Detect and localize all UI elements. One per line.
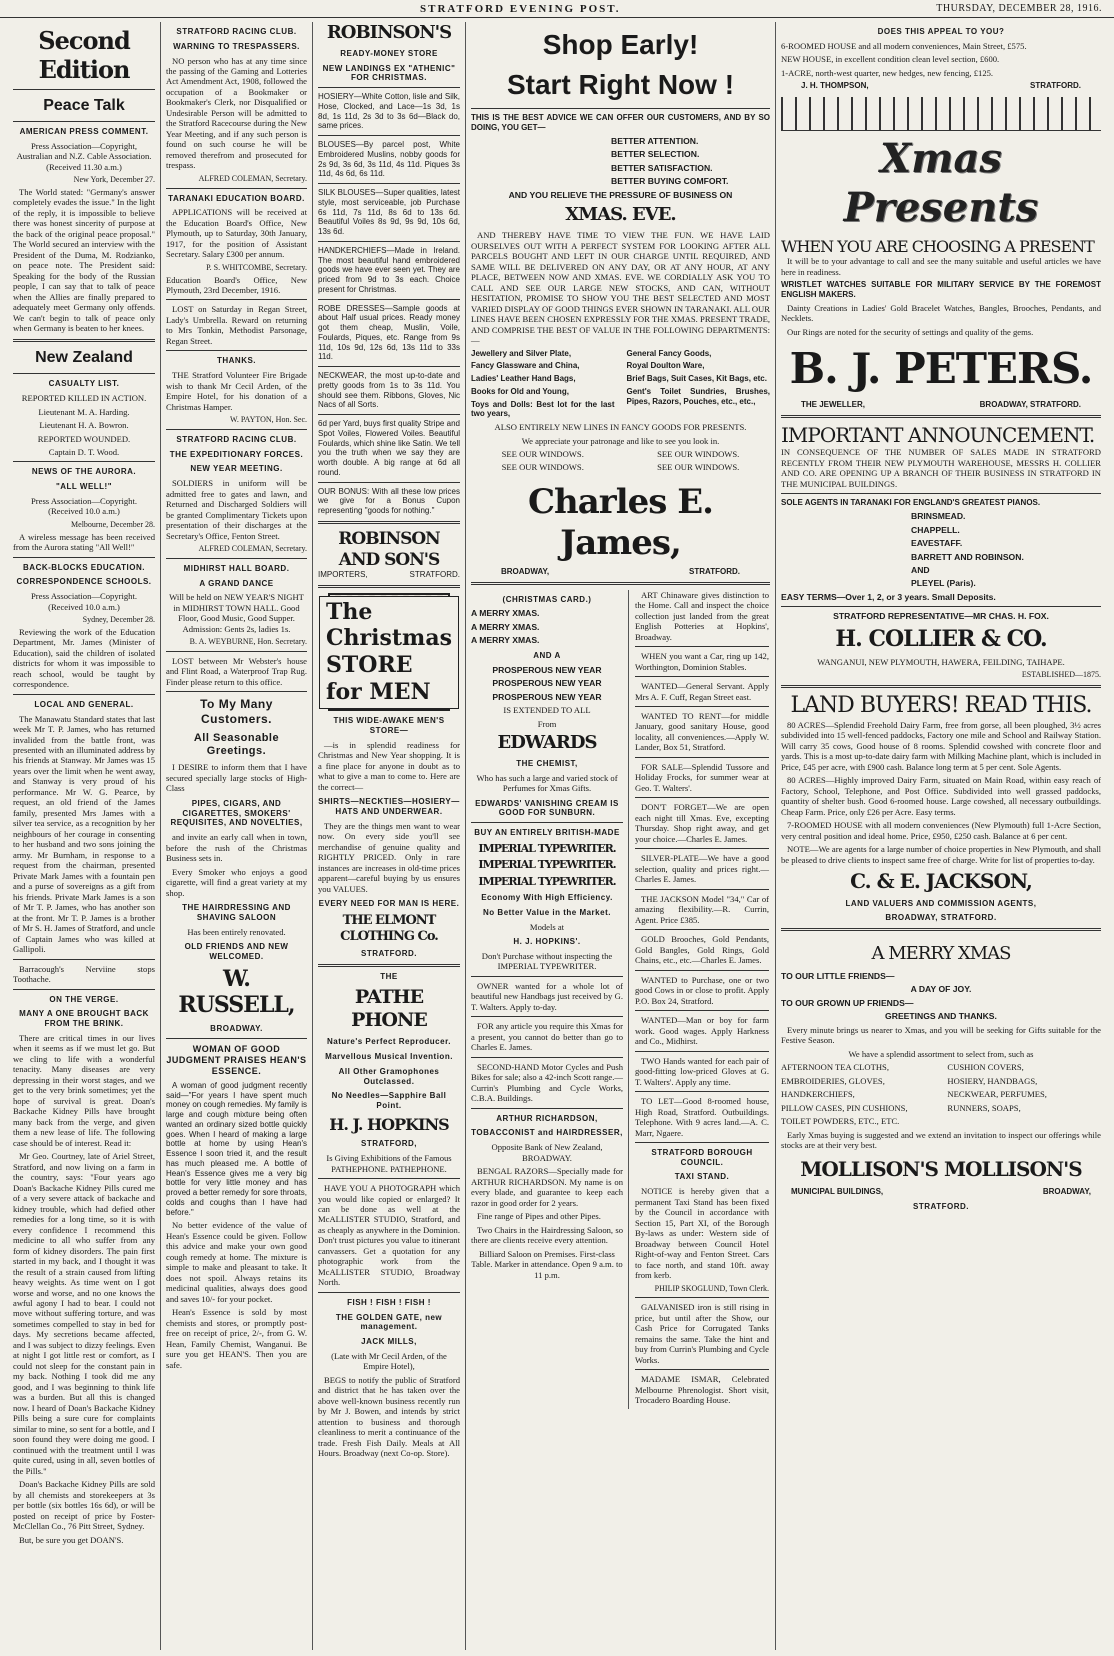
thompson-name: J. H. THOMPSON, bbox=[801, 81, 869, 91]
american-heading: AMERICAN PRESS COMMENT. bbox=[19, 127, 149, 137]
corresp-credit: Press Association—Copyright. (Received 10.0 a.m.) bbox=[31, 591, 137, 612]
appeal-heading: DOES THIS APPEAL TO YOU? bbox=[877, 27, 1005, 36]
early-text: Early Xmas buying is suggested and we extend an invitation to inspect our offerings while stocks are at their very best. bbox=[781, 1129, 1101, 1151]
windows-text: SEE OUR WINDOWS. bbox=[501, 448, 584, 459]
gold-ad: GOLD Brooches, Gold Pendants, Gold Bangles, Gold Rings, Gold Chains, etc., etc.—Charles E. James. bbox=[635, 934, 769, 966]
chemist-text: THE CHEMIST, bbox=[516, 758, 578, 768]
models-text: Models at bbox=[529, 921, 565, 932]
hopkins-models: H. J. HOPKINS'. bbox=[513, 937, 581, 947]
pathe-line: Marvellous Musical Invention. bbox=[325, 1052, 453, 1062]
edition-heading: Second Edition bbox=[38, 26, 130, 85]
trespass-body: NO person who has at any time since the passing of the Gaming and Lotteries Act Amendment Act, 1908, followed the occupation of a Bookmaker or Bookmaker's Clerk, nor Disqualified or Undesirable Person will be admitted to the Stratford Racecourse during the New Year Meeting, and if any such person is found on such course he will be removed therefrom and prosecuted for trespass. bbox=[166, 55, 307, 171]
awake-heading: THIS WIDE-AWAKE MEN'S STORE— bbox=[333, 716, 445, 735]
blouses-item: BLOUSES—By parcel post, White Embroidered Muslins, nobby goods for 2s 9d, 3s 6d, 3s 11d, 4s 11d. Piques 3s 11d, 4s 6d, 6s 11d. bbox=[318, 140, 460, 179]
british-heading: BUY AN ENTIRELY BRITISH-MADE bbox=[474, 828, 620, 838]
woman-body-3: Hean's Essence is sold by most chemists and stores, or promptly post-free on receipt of price, 2/-, from G. W. Hean, Family Chemist, Wanganui. Be sure you get HEAN'S. Then you are safe. bbox=[166, 1307, 307, 1370]
gift-item: PILLOW CASES, PIN CUSHIONS, bbox=[781, 1102, 908, 1113]
jackson-ad: THE JACKSON Model "34," Car of amazing flexibility.—R. Currin, Agent. Price £385. bbox=[635, 893, 769, 925]
land-item: NOTE—We are agents for a large number of choice properties in New Plymouth, and shall be pleased to drive clients to inspect same free of charge. Write for list of properties to-day. bbox=[781, 844, 1101, 865]
elmont-town: STRATFORD. bbox=[361, 949, 417, 959]
dance-sig: B. A. WEYBURNE, Hon. Secretary. bbox=[189, 637, 307, 647]
dept-item: General Fancy Goods, bbox=[626, 348, 712, 358]
thanks-sig: W. PAYTON, Hon. Sec. bbox=[230, 415, 307, 425]
sixd-item: 6d per Yard, buys first quality Stripe and Spot Voiles, Flowered Voiles. Beautiful Foulards, which shine like Satin. We tell you the truth when we say they are worth double. A big range at 6d all round. bbox=[318, 419, 460, 477]
new-lines-text: ALSO ENTIRELY NEW LINES IN FANCY GOODS FOR PRESENTS. bbox=[494, 422, 747, 433]
forces-sig: ALFRED COLEMAN, Secretary. bbox=[198, 544, 307, 553]
woman-body-2: No better evidence of the value of Hean's Essence could be given. Follow this advice and make your own good cough remedy at home. The mixture is simple to make and pleasant to take. It does not spoil. Always retains its medicinal qualities, always does good and saves 10/- for your pocket. bbox=[166, 1220, 307, 1304]
xmas-presents-heading: Xmas Presents bbox=[843, 134, 1039, 231]
pipes-text: PIPES, CIGARS, AND CIGARETTES, SMOKERS' REQUISITES, AND NOVELTIES, bbox=[170, 798, 303, 828]
midhirst-heading: MIDHIRST HALL BOARD. bbox=[183, 563, 290, 573]
verge-body: Doan's Backache Kidney Pills are sold by all chemists and storekeepers at 3s per bottle (six bottles 16s 6d), or will be posted on receipt of price by Foster-McClellan Co., 76 Pitt Street, Sydney. bbox=[13, 1479, 155, 1532]
forces-body: SOLDIERS in uniform will be admitted free to gates and lawn, and Returned and Discharged Soldiers will be granted Complimentary Tickets upon presentation of their discharges at the Secretary's Office, Fenton Street. bbox=[166, 478, 307, 541]
imperial-typewriter: IMPERIAL TYPEWRITER. bbox=[478, 841, 616, 855]
gift-item: NECKWEAR, PERFUMES, bbox=[947, 1089, 1047, 1100]
relieve-text: AND YOU RELIEVE THE PRESSURE OF BUSINESS ON bbox=[508, 189, 733, 200]
photo-ad: HAVE YOU A PHOTOGRAPH which you would like copied or enlarged? It can be done as well at the McALLISTER STUDIO, Stratford, and as cheaply as anywhere in the Dominion. Don't trust pictures you value to itinerant canvassers. Get a quotation for any photographic work from the McALLISTER STUDIO, Broadway North. bbox=[318, 1183, 460, 1288]
issue-date: THURSDAY, DECEMBER 28, 1916. bbox=[936, 3, 1102, 14]
wristlet-text: WRISTLET WATCHES SUITABLE FOR MILITARY SERVICE BY THE FOREMOST ENGLISH MAKERS. bbox=[781, 280, 1101, 299]
dainty-text: Dainty Creations in Ladies' Gold Bracelet Watches, Bangles, Brooches, Pendants, and Necklets. bbox=[781, 302, 1101, 324]
jack-sub: (Late with Mr Cecil Arden, of the Empire Hotel), bbox=[331, 1350, 447, 1372]
friends-text: OLD FRIENDS AND NEW WELCOMED. bbox=[184, 942, 289, 961]
customers-heading: To My Many Customers. bbox=[200, 697, 273, 727]
land-item: 80 ACRES—Splendid Freehold Dairy Farm, free from gorse, all been ploughed, 3½ acres subdivided into 15 well-fenced paddocks, Factory one mile and School and Railway Station. Will carry 35 cows, Good house of 8 rooms. Splendid cowshed with concrete floor and yards. This is a most up-to-date dairy farm with Milking Machine plant, which is included in Price, £45 per acre, with £900 cash. Balance long term at 5 per cent. Sole Agents. bbox=[781, 719, 1101, 772]
edwards-name: EDWARDS bbox=[497, 732, 597, 754]
mollison-address: BROADWAY, bbox=[1042, 1187, 1091, 1197]
galv-ad: GALVANISED iron is still rising in price, but until after the Show, our Cash Price for Corrugated Tanks remains the same. Take the hint and buy from Currin's Plumbing and Cycle Works. bbox=[635, 1302, 769, 1365]
cejackson-name: C. & E. JACKSON, bbox=[850, 869, 1032, 894]
thanks-heading: THANKS. bbox=[216, 356, 257, 366]
prosper-line: PROSPEROUS NEW YEAR bbox=[492, 664, 602, 675]
pathe-line: All Other Gramophones Outclassed. bbox=[338, 1066, 440, 1086]
invite-text: and invite an early call when in town, before the rush of the Christmas Business sets in. bbox=[166, 832, 307, 864]
mollison-town: STRATFORD. bbox=[913, 1201, 969, 1211]
forces-heading: THE EXPEDITIONARY FORCES. bbox=[169, 449, 304, 459]
little-friends: TO OUR LITTLE FRIENDS— bbox=[781, 970, 895, 981]
fish-heading: FISH ! FISH ! FISH ! bbox=[347, 1297, 431, 1307]
elmont-name: THE ELMONT CLOTHING Co. bbox=[340, 912, 438, 944]
james-town: STRATFORD. bbox=[689, 566, 740, 576]
trespass-sig: ALFRED COLEMAN, Secretary. bbox=[198, 173, 307, 183]
robe-item: ROBE DRESSES—Sample goods at about Half usual prices. Ready money got them cheap, Muslin, Voile, Foulards, Piques, etc. Range from 9s 11d, 10s 9d, 12s 6d, 13s 11d to 33s 11d. bbox=[318, 303, 460, 362]
merry-line: A MERRY XMAS. bbox=[471, 608, 540, 619]
robinson-sub: READY-MONEY STORE bbox=[340, 48, 438, 58]
better-item: BETTER BUYING COMFORT. bbox=[611, 176, 729, 187]
american-body: The World stated: "Germany's answer completely evades the issue." In the light of the reply, it is impossible to believe there was honest sincerity of purpose at the back of the original peace proposal." The World secured an interview with the President of the Duma, M. Rodzianko, on peace note. The President said: Speaking for the body of the Russian people, I can say that to talk of peace when the Allies are finally prepared to adequately meet Germany only offends. We can't begin to talk of peace only when Germany is beaten to her knees. bbox=[13, 187, 155, 334]
jeweller-text: THE JEWELLER, bbox=[801, 400, 866, 410]
casualty-line: Lieutenant M. A. Harding. bbox=[38, 406, 130, 417]
gift-item: CUSHION COVERS, bbox=[947, 1062, 1024, 1073]
piano-item: EAVESTAFF. bbox=[911, 538, 963, 549]
newyear-heading: NEW YEAR MEETING. bbox=[190, 464, 283, 474]
advice-text: THIS IS THE BEST ADVICE WE CAN OFFER OUR CUSTOMERS, AND BY SO DOING, YOU GET— bbox=[471, 113, 770, 133]
golden-gate: THE GOLDEN GATE, new management. bbox=[335, 1312, 443, 1332]
pathephone-heading: PATHE PHONE bbox=[351, 985, 427, 1032]
vanishing-cream: EDWARDS' VANISHING CREAM IS GOOD FOR SUNBURN. bbox=[475, 798, 619, 818]
patronage-text: We appreciate your patronage and like to see you look in. bbox=[521, 435, 720, 446]
russell-name: W. RUSSELL, bbox=[178, 965, 295, 1019]
better-item: BETTER SATISFACTION. bbox=[611, 162, 713, 173]
dance-heading: A GRAND DANCE bbox=[199, 578, 274, 588]
merry-line: A MERRY XMAS. bbox=[471, 635, 540, 646]
windows-text: SEE OUR WINDOWS. bbox=[657, 462, 740, 473]
casualty-line: Lieutenant H. A. Bowron. bbox=[39, 420, 129, 431]
municipal-text: MUNICIPAL BUILDINGS, bbox=[791, 1187, 884, 1197]
card-heading: (CHRISTMAS CARD.) bbox=[502, 594, 592, 604]
racing-heading-2: STRATFORD RACING CLUB. bbox=[176, 434, 297, 444]
thompson-town: STRATFORD. bbox=[1030, 81, 1081, 91]
peters-address: BROADWAY, STRATFORD. bbox=[979, 400, 1081, 410]
grown-friends: TO OUR GROWN UP FRIENDS— bbox=[781, 997, 914, 1008]
newspaper-title: STRATFORD EVENING POST. bbox=[420, 3, 621, 15]
windows-text: SEE OUR WINDOWS. bbox=[501, 462, 584, 473]
land-item: 7-ROOMED HOUSE with all modern conveniences (New Plymouth) full 1-Acre Section, very central position and ideal home. Price, £950, £250 cash. Balance at 6 per cent. bbox=[781, 820, 1101, 841]
casualty-line: Captain D. T. Wood. bbox=[48, 446, 120, 457]
gift-item: HANDKERCHIEFS, bbox=[781, 1089, 855, 1100]
land-heading: LAND BUYERS! READ THIS. bbox=[790, 692, 1092, 718]
importers: IMPORTERS, bbox=[318, 570, 368, 580]
piano-item: BARRETT AND ROBINSON. bbox=[911, 551, 1024, 562]
awake-body-2: They are the things men want to wear now. On every side you'll see merchandise of genuine quality and RIGHTLY PRICED. Only in rare instances are increases in old-time prices apparent—careful buying by us ensures you VALUES. bbox=[318, 820, 460, 894]
masthead bbox=[0, 0, 1114, 18]
terms-text: EASY TERMS—Over 1, 2, or 3 years. Small Deposits. bbox=[781, 591, 996, 602]
pathe-line: No Needles—Sapphire Ball Point. bbox=[331, 1091, 447, 1111]
lost-notice: LOST on Saturday in Regan Street, Lady's Umbrella. Reward on returning to Mrs Tonkin, Methodist Parsonage, Regan Street. bbox=[166, 304, 307, 346]
column-2 bbox=[161, 22, 313, 1650]
column-1 bbox=[8, 22, 161, 1650]
russell-broadway: BROADWAY. bbox=[210, 1024, 263, 1034]
car-ad: WHEN you want a Car, ring up 142, Worthington, Dominion Stables. bbox=[635, 651, 769, 672]
column-5 bbox=[776, 22, 1106, 1650]
nobetter-text: No Better Value in the Market. bbox=[483, 907, 611, 917]
dept-item: Jewellery and Silver Plate, bbox=[471, 348, 572, 358]
holly-banner-illustration bbox=[781, 97, 1101, 131]
rent-ad: WANTED TO RENT—for middle January, good sanitary House, good locality, all conveniences.—Apply W. Lander, Box 51, Stratford. bbox=[635, 711, 769, 753]
verge-subheading: MANY A ONE BROUGHT BACK FROM THE BRINK. bbox=[19, 1009, 149, 1029]
imperial-typewriter: IMPERIAL TYPEWRITER. bbox=[478, 874, 616, 888]
woman-heading: WOMAN OF GOOD JUDGMENT PRAISES HEAN'S ESSENCE. bbox=[166, 1043, 307, 1076]
mollison-name: MOLLISON'S MOLLISON'S bbox=[800, 1156, 1082, 1181]
dept-item: Royal Doulton Ware, bbox=[626, 361, 705, 371]
from-text: From bbox=[537, 718, 557, 729]
merry-line: A MERRY XMAS. bbox=[471, 621, 540, 632]
silk-item: SILK BLOUSES—Super qualities, latest style, most serviceable, job Purchase 6s 11d, 7s 11d, 8s 6d to 13s 6d. Beautiful Voiles 8s 9d, 9s 9d, 10s 6d, 13s 6d. bbox=[318, 188, 460, 237]
main-body: AND THEREBY HAVE TIME TO VIEW THE FUN. WE HAVE LAID OURSELVES OUT WITH A PERFECT SYSTEM FOR LOOKING AFTER ALL PARCELS BOUGHT AND LEFT IN OUR CHARGE UNTIL REQUIRED, AND SAME WILL BE DELIVERED ON ANY DAY, OR AT ANY HOUR, AT ANY PLACE, BETWEEN NOW AND XMAS. EVE. WE CORDIALLY ASK YOU TO CALL AND SEE OUR LARGE NEW STOCKS, AND CAN, WITHOUT HESITATION, PROMISE TO SHOW YOU THE BEST SELECTED AND MOST VARIED DISPLAY OF GOOD THINGS EVER SHOWN IN TARANAKI. ALL OUR LINES HAVE BEEN CHOSEN EXPRESSLY FOR THE XMAS. PRESENT TRADE, AND COMPRISE THE BEST OF VALUE IN THE FOLLOWING DEPARTMENTS:— bbox=[471, 230, 770, 346]
aurora-place: Melbourne, December 28. bbox=[71, 519, 155, 529]
taxi-notice: NOTICE is hereby given that a permanent Taxi Stand has been fixed by the Council in accordance with Section 15, Part XI, of the Borough By-laws as under: Western side of Broadway between Council Hotel Right-of-way and Fenton Street. Cars to face north, and stand 10ft. away from kerb. bbox=[635, 1186, 769, 1281]
robinson-heading: ROBINSON'S bbox=[326, 22, 452, 43]
billiard-text: Billiard Saloon on Premises. First-class Table. Marker in attendance. Open 9 a.m. to 11 p.m. bbox=[471, 1248, 623, 1280]
barracough-ad: Barracough's Nerviine stops Toothache. bbox=[13, 963, 155, 985]
gift-item: TOILET POWDERS, ETC., ETC. bbox=[781, 1116, 900, 1127]
dept-item: Books for Old and Young, bbox=[471, 386, 569, 396]
piano-item: BRINSMEAD. bbox=[911, 511, 966, 522]
correspondence-heading: CORRESPONDENCE SCHOOLS. bbox=[16, 577, 152, 587]
store-for-men-illustration bbox=[328, 593, 450, 711]
dont-purchase: Don't Purchase without inspecting the IMPERIAL TYPEWRITER. bbox=[481, 950, 613, 972]
verge-heading: ON THE VERGE. bbox=[49, 994, 119, 1004]
hopkins-town: STRATFORD, bbox=[361, 1139, 417, 1149]
woman-body: A woman of good judgment recently said—"For years I have spent much money on cough remedies. My family is large and cough mixture being often wanted an ordinary sized bottle quickly goes. When I heard of making a large bottle at home by using Hean's Essence I soon tried it, and the result has much pleased me. A bottle of Hean's Essence gives me a very big bottle for very little money and has proved a better remedy for sore throats, colds and coughs than I have had before." bbox=[166, 1080, 307, 1217]
robinson-sons: ROBINSON AND SON'S bbox=[338, 528, 440, 570]
valuers-address: BROADWAY, STRATFORD. bbox=[885, 913, 997, 923]
day-of-joy: A DAY OF JOY. bbox=[910, 984, 972, 995]
peace-talk-heading: Peace Talk bbox=[43, 96, 125, 114]
collier-towns: WANGANUI, NEW PLYMOUTH, HAWERA, FEILDING, TAIHAPE. bbox=[817, 656, 1065, 667]
appeal-line: 1-ACRE, north-west quarter, new hedges, new fencing, £125. bbox=[781, 67, 994, 78]
piano-item: CHAPPELL. bbox=[911, 524, 960, 535]
art-ad: ART Chinaware gives distinction to the Home. Call and inspect the choice collection just landed from the great English Potteries at Hopkins', Broadway. bbox=[635, 589, 769, 642]
bengal-ad: BENGAL RAZORS—Specially made for ARTHUR RICHARDSON. My name is on every blade, and guarantee to keep each razor in good order for 2 years. bbox=[471, 1166, 623, 1208]
greetings-text: GREETINGS AND THANKS. bbox=[885, 1011, 997, 1022]
racing-heading: STRATFORD RACING CLUB. bbox=[176, 27, 297, 36]
every-minute: Every minute brings us nearer to Xmas, and you will be seeking for Gifts suitable for the Festive Season. bbox=[781, 1024, 1101, 1046]
aurora-heading: NEWS OF THE AURORA. bbox=[31, 467, 137, 477]
piano-item: PLEYEL (Paris). bbox=[911, 578, 976, 589]
desire-text: I DESIRE to inform them that I have secured specially large stocks of High-Class bbox=[166, 762, 307, 794]
and-a: AND A bbox=[533, 650, 561, 660]
hands-ad: TWO Hands wanted for each pair of good-fitting low-priced Gloves at G. T. Walters'. Apply any time. bbox=[635, 1055, 769, 1087]
choosing-heading: WHEN YOU ARE CHOOSING A PRESENT bbox=[781, 236, 1094, 256]
charles-james-name: Charles E. James, bbox=[527, 481, 713, 564]
peters-name: B. J. PETERS. bbox=[789, 343, 1093, 393]
shop-early-heading: Shop Early! bbox=[542, 29, 699, 60]
silver-ad: SILVER-PLATE—We have a good selection, quality and prices right.—Charles E. James. bbox=[635, 853, 769, 885]
xmas-eve-heading: XMAS. EVE. bbox=[565, 204, 676, 226]
start-right-now-heading: Start Right Now ! bbox=[506, 69, 735, 101]
appeal-line: NEW HOUSE, in excellent condition clean level section, £600. bbox=[781, 54, 1000, 65]
wanted-ad: WANTED—General Servant. Apply Mrs A. F. Cuff, Regan Street east. bbox=[635, 681, 769, 702]
taranaki-foot: Education Board's Office, New Plymouth, 23rd December, 1916. bbox=[166, 274, 307, 295]
prosper-line: PROSPEROUS NEW YEAR bbox=[492, 691, 602, 702]
smoker-text: Every Smoker who enjoys a good cigarette, will find a great variety at my shop. bbox=[166, 866, 307, 898]
gift-item: AFTERNOON TEA CLOTHS, bbox=[781, 1062, 889, 1073]
taranaki-sig: P. S. WHITCOMBE, Secretary. bbox=[206, 262, 307, 272]
verge-end: But, be sure you get DOAN'S. bbox=[19, 1534, 124, 1545]
dept-item: Brief Bags, Suit Cases, Kit Bags, etc. bbox=[626, 374, 767, 384]
land-item: 80 ACRES—Highly improved Dairy Farm, situated on Main Road, within easy reach of Factory, School, Telephone, and Post Office. Subdivided into well grassed paddocks, quantity of shelter bush. Good 6-roomed house. Large cowshed, all necessary outbuildings. Cheap Farm. Price, only £26 per Acre. Easy terms. bbox=[781, 775, 1101, 817]
splendid-text: We have a splendid assortment to select from, such as bbox=[848, 1048, 1034, 1059]
awake-list: SHIRTS—NECKTIES—HOSIERY—HATS AND UNDERWEAR. bbox=[318, 797, 460, 816]
rep-text: STRATFORD REPRESENTATIVE—MR CHAS. H. FOX. bbox=[833, 611, 1049, 622]
nz-heading: New Zealand bbox=[35, 348, 133, 366]
hopkins-exhibition: Is Giving Exhibitions of the Famous PATHEPHONE. PATHEPHONE. bbox=[326, 1153, 452, 1174]
borough-heading: STRATFORD BOROUGH COUNCIL. bbox=[651, 1147, 753, 1167]
local-heading: LOCAL AND GENERAL. bbox=[34, 699, 134, 709]
awake-end: EVERY NEED FOR MAN IS HERE. bbox=[318, 898, 460, 908]
thanks-body: THE Stratford Volunteer Fire Brigade wish to thank Mr Cecil Arden, of the Empire Hotel, for his donation of a Christmas Hamper. bbox=[166, 370, 307, 412]
madame-ad: MADAME ISMAR, Celebrated Melbourne Phrenologist. Short visit, Trocadero Boarding House. bbox=[635, 1374, 769, 1406]
pathe-sub: Nature's Perfect Reproducer. bbox=[327, 1037, 451, 1047]
dept-item: Fancy Glassware and China, bbox=[471, 361, 580, 371]
gift-item: RUNNERS, SOAPS, bbox=[947, 1102, 1021, 1113]
landings-text: NEW LANDINGS EX "ATHENIC" FOR CHRISTMAS. bbox=[322, 63, 456, 83]
extended-text: IS EXTENDED TO ALL bbox=[503, 705, 591, 716]
taxi-heading: TAXI STAND. bbox=[674, 1172, 730, 1182]
dance-body: Will be held on NEW YEAR'S NIGHT in MIDHIRST TOWN HALL. Good Floor, Good Music, Good Supper. Admission: Gents 2s, ladies 1s. bbox=[169, 592, 304, 634]
second-hand-ad: SECOND-HAND Motor Cycles and Push Bikes for sale; also a 42-inch Scott range.—Currin's Plumbing and Cycle Works, C.B.A. Buildings. bbox=[471, 1061, 623, 1104]
fine-range: Fine range of Pipes and other Pipes. bbox=[477, 1211, 601, 1222]
all-well-heading: "ALL WELL!" bbox=[55, 482, 113, 492]
dept-item: Gent's Toilet Sundries, Brushes, Pipes, Razors, Pouches, etc., etc., bbox=[626, 386, 770, 406]
james-address: BROADWAY, bbox=[501, 566, 550, 576]
pathe-the: THE bbox=[380, 972, 398, 982]
collier-name: H. COLLIER & CO. bbox=[835, 625, 1047, 652]
backblocks-heading: BACK-BLOCKS EDUCATION. bbox=[23, 562, 145, 572]
taranaki-body: APPLICATIONS will be received at the Education Board's Office, New Plymouth, up to Saturday, 30th January, 1917, for the position of Assistant Secretary. Salary £300 per annum. bbox=[166, 207, 307, 260]
economy-text: Economy With High Efficiency. bbox=[481, 893, 613, 903]
casualty-line: REPORTED KILLED IN ACTION. bbox=[21, 393, 147, 404]
opposite-text: Opposite Bank of New Zealand, BROADWAY. bbox=[491, 1142, 603, 1163]
neckwear-item: NECKWEAR, the most up-to-date and pretty goods from 1s to 3s 11d. You should see them. Ribbons, Gloves, Nic Nacs of all Sorts. bbox=[318, 371, 460, 410]
piano-item: AND bbox=[911, 564, 930, 575]
owner-ad: OWNER wanted for a whole lot of beautiful new Handbags just received by G. T. Walters. Apply to-day. bbox=[471, 980, 623, 1012]
aurora-body: A wireless message has been received from the Aurora stating "All Well!" bbox=[13, 531, 155, 553]
casualty-heading: CASUALTY LIST. bbox=[48, 379, 120, 389]
appeal-line: 6-ROOMED HOUSE and all modern conveniences, Main Street, £575. bbox=[781, 40, 1027, 51]
better-item: BETTER ATTENTION. bbox=[611, 135, 699, 146]
dept-item: Ladies' Leather Hand Bags, bbox=[471, 374, 576, 384]
better-item: BETTER SELECTION. bbox=[611, 149, 700, 160]
established-text: ESTABLISHED—1875. bbox=[1021, 670, 1101, 680]
awake-body: —is in splendid readiness for Christmas and New Year shopping. It is a fine place for anyone in doubt as to what to give a man to come to. Here are the correct— bbox=[318, 739, 460, 792]
american-credit: Press Association—Copyright, Australian and N.Z. Cable Association. (Received 11.30 a.m.) bbox=[16, 140, 152, 172]
imperial-typewriter: IMPERIAL TYPEWRITER. bbox=[478, 858, 616, 872]
lost-notice-2: LOST between Mr Webster's house and Flint Road, a Waterproof Trap Rug. Finder please return to this office. bbox=[166, 655, 307, 687]
cows-ad: WANTED to Purchase, one or two good Cows in or close to profit. Apply P.O. Box 24, Stratford. bbox=[635, 974, 769, 1006]
for-any-ad: FOR any article you require this Xmas for a present, you cannot do better than go to Charles E. James. bbox=[471, 1021, 623, 1053]
hopkins-name: H. J. HOPKINS bbox=[329, 1114, 449, 1134]
important-heading: IMPORTANT ANNOUNCEMENT. bbox=[781, 422, 1095, 447]
chairs-text: Two Chairs in the Hairdressing Saloon, so there are clients receive every attention. bbox=[471, 1224, 623, 1246]
newspaper-page bbox=[8, 22, 1106, 1650]
gift-item: HOSIERY, HANDBAGS, bbox=[947, 1075, 1038, 1086]
rings-text: Our Rings are noted for the security of settings and quality of the gems. bbox=[787, 326, 1034, 337]
trespass-heading: WARNING TO TRESPASSERS. bbox=[173, 41, 300, 51]
important-body: IN CONSEQUENCE OF THE NUMBER OF SALES MADE IN STRATFORD RECENTLY FROM THEIR NEW PLYMOUTH WAREHOUSE, MESSRS H. COLLIER AND CO. ARE OPENING UP A BRANCH OF THEIR BUSINESS IN STRATFORD IN THE MUNICIPAL BUILDINGS. bbox=[781, 447, 1101, 489]
valuers-text: LAND VALUERS AND COMMISSION AGENTS, bbox=[845, 898, 1037, 908]
man-ad: WANTED—Man or boy for farm work. Good wages. Apply Harkness and Co., Midhirst. bbox=[635, 1015, 769, 1047]
column-4 bbox=[466, 22, 776, 1650]
arthur-name: ARTHUR RICHARDSON, bbox=[496, 1113, 598, 1123]
seasonable-heading: All Seasonable Greetings. bbox=[193, 731, 280, 758]
tolet-ad: TO LET—Good 8-roomed house, High Road, Stratford. Outbuildings. Telephone. With 9 acres land.—A. C. Marr, Ngaere. bbox=[635, 1096, 769, 1138]
choosing-body: It will be to your advantage to call and see the many suitable and useful articles we have here in readiness. bbox=[781, 256, 1101, 277]
taranaki-heading: TARANAKI EDUCATION BOARD. bbox=[168, 193, 305, 203]
robinson-town: STRATFORD. bbox=[409, 570, 460, 580]
corresp-place: Sydney, December 28. bbox=[82, 615, 155, 625]
forsale-ad: FOR SALE—Splendid Tussore and Holiday Frocks, for summer wear at Geo. T. Walters'. bbox=[635, 761, 769, 793]
american-place: New York, December 27. bbox=[73, 175, 155, 185]
hair-body: Has been entirely renovated. bbox=[187, 926, 286, 937]
prosper-line: PROSPEROUS NEW YEAR bbox=[492, 678, 602, 689]
column-3 bbox=[313, 22, 466, 1650]
corresp-body: Reviewing the work of the Education Department, Mr. James (Minister of Education), said the children of isolated districts for whom it was impossible to reach school, would be taught by correspondence. bbox=[13, 626, 155, 690]
casualty-line: REPORTED WOUNDED. bbox=[37, 433, 131, 444]
verge-body: Mr Geo. Courtney, late of Ariel Street, Stratford, and now living on a farm in the country, says: "Four years ago Doan's Backache Kidney Pills cured me of a very severe attack of backache and kidney trouble, which had defied other remedies for a long time, so it is with every confidence I recommend this medicine to all who suffer from any form of kidney disorders. The pain first started in my back, and I thought it was the result of a strain caused from lifting heavy weights. As time went on I got worse and worse, and no one knows the awful agony I had to bear. I could not move without suffering torture, and was sometimes compelled to stay in bed for days. My secretions became affected, and I was subject to dizzy feelings. Even at night I got little rest or comfort, as I could not sleep for the constant pain in my back. Nothing I took did me any good, and I was beginning to think life was a burden. But all this is changed now. I heard of Doan's Backache Kidney Pills being a sure cure for complaints similar to mine, so sent for a bottle, and I soon found they were doing me good. I continued with the treatment until I was quite cured, using in all, seven bottles of the Pills." bbox=[13, 1151, 155, 1476]
gift-item: EMBROIDERIES, GLOVES, bbox=[781, 1075, 885, 1086]
tobacconist-text: TOBACCONIST and HAIRDRESSER, bbox=[471, 1128, 623, 1138]
aurora-credit: Press Association—Copyright. (Received 10.0 a.m.) bbox=[31, 495, 137, 517]
jack-body: BEGS to notify the public of Stratford and district that he has taken over the above well-known business recently run by Mr J. Bowen, and intends by strict attention to business and thorough cleanliness to merit a continuance of the trade. Fresh Fish Daily. Meals at All Hours. Broadway (next Co-op. Store). bbox=[318, 1374, 460, 1459]
philip-sig: PHILIP SKOGLUND, Town Clerk. bbox=[654, 1283, 769, 1293]
windows-text: SEE OUR WINDOWS. bbox=[657, 448, 740, 459]
verge-body: There are critical times in our lives when it seems as if we must let go. But we cling to life with a wonderful tenacity. Many diseases are very depressing in their worst stages, and we get to the very brink sometimes; yet the hope of survival is great. Doan's Backache Kidney Pills have brought many back from the verge, and given them a new lease of life. The following case should be of interest. Read it: bbox=[13, 1032, 155, 1148]
chemist-body: Who has such a large and varied stock of Perfumes for Xmas Gifts. bbox=[476, 772, 618, 794]
agents-text: SOLE AGENTS IN TARANAKI FOR ENGLAND'S GREATEST PIANOS. bbox=[781, 498, 1041, 508]
merry-xmas-heading: A MERRY XMAS bbox=[871, 943, 1011, 964]
jack-mills: JACK MILLS, bbox=[361, 1337, 417, 1347]
hosiery-item: HOSIERY—White Cotton, lisle and Silk, Hose, Clocked, and Lace—1s 3d, 1s 8d, 1s 11d, 2s 3d to 3s 6d—Black do, same prices. bbox=[318, 92, 460, 131]
store-title: The Christmas STORE for MEN bbox=[319, 596, 459, 709]
dontforget-ad: DON'T FORGET—We are open each night till Xmas. Eve, excepting Thursday. Shop right away, and get your choice.—Charles E. James. bbox=[635, 802, 769, 844]
hair-heading: THE HAIRDRESSING AND SHAVING SALOON bbox=[182, 903, 291, 922]
bonus-item: OUR BONUS: With all these low prices we give for a Bonus Cupon representing "goods for nothing." bbox=[318, 486, 460, 516]
local-body: The Manawatu Standard states that last week Mr T. P. James, who has returned invalided from the battle front, was presented with an illuminated address by his friends at Stanway. Mr James was 15 years over the limit when he went away, and Stanway is very proud of his performance. Mr W. G. Pearce, by request, an old friend of the James family, presented Mrs James with a silver tea service, as a recognition by her neighbours of her courage in consenting to her husband and two sons joining the army. Mr Burnham, in response to a request from the chairman, presented Private Mark James with a fountain pen and a purse of sovereigns as a gift from his friends. Private Mark James is a son of Mr T. P. James, who has another son at the front. Mr T. P. James is a brother of Mr S. H. James of Stratford, and uncle of Captain James who was killed at Gallipoli. bbox=[13, 713, 156, 955]
hanky-item: HANDKERCHIEFS—Made in Ireland. The most beautiful hand embroidered goods we have ever seen yet. They are priced from 9d to 3s each. Choice present for Christmas. bbox=[318, 245, 460, 294]
dept-item: Toys and Dolls: Best lot for the last two years, bbox=[471, 399, 615, 419]
